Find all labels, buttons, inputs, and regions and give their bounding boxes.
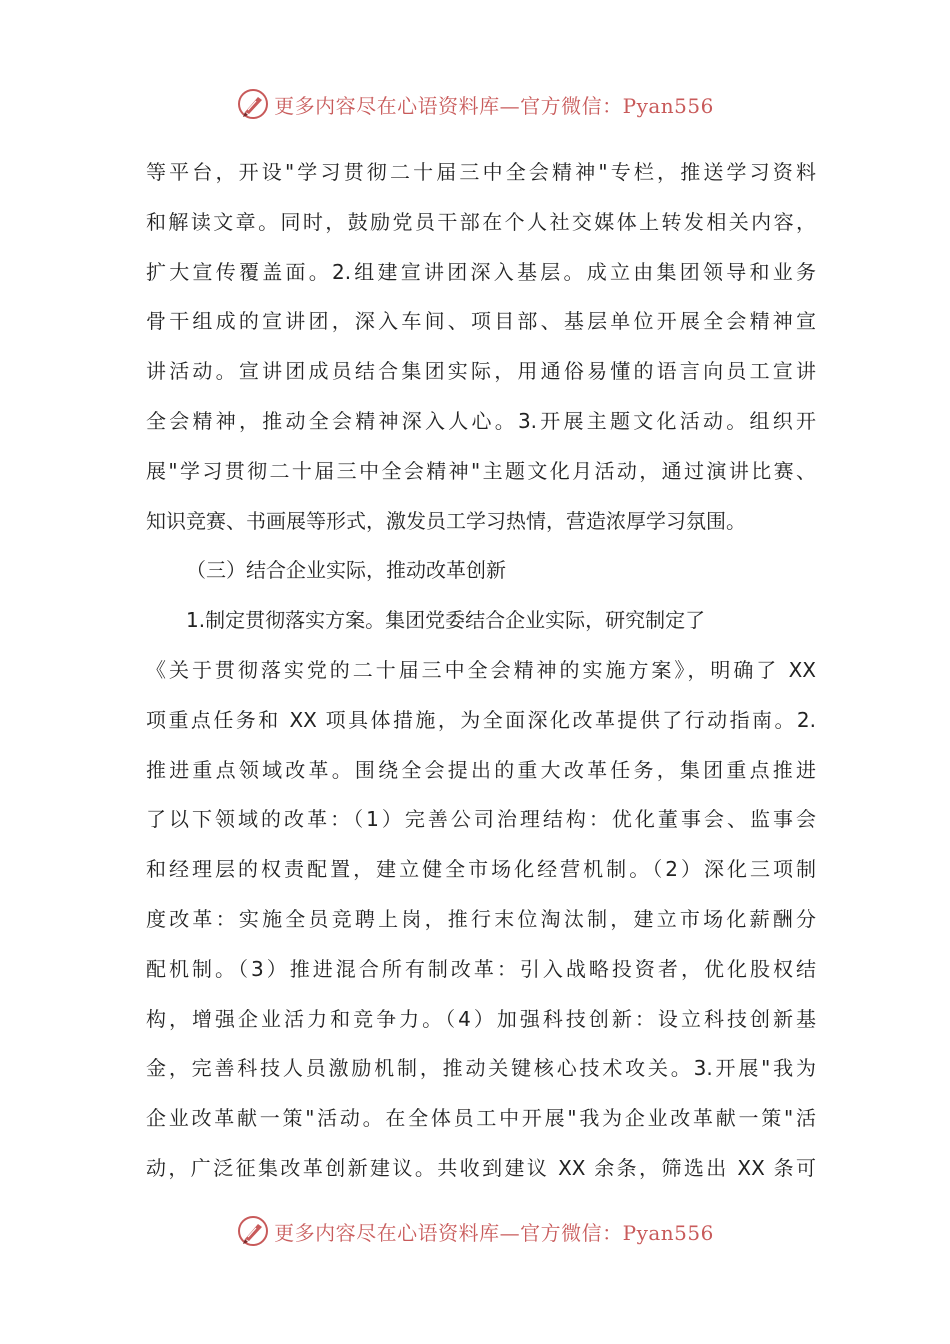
header-banner: [0, 84, 950, 124]
body-line: 和解读文章。同时，鼓励党员干部在个人社交媒体上转发相关内容，: [146, 209, 816, 234]
body-line: 度改革：实施全员竞聘上岗，推行末位淘汰制，建立市场化薪酬分: [146, 906, 816, 931]
header-banner-text: 更多内容尽在心语资料库—官方微信：Pyan556: [274, 93, 714, 118]
pen-nib-logo-icon: [236, 87, 270, 121]
body-line: 和经理层的权责配置，建立健全市场化经营机制。（2）深化三项制: [146, 857, 816, 882]
body-line: 项重点任务和 XX 项具体措施，为全面深化改革提供了行动指南。2.: [146, 707, 816, 732]
body-line: 展"学习贯彻二十届三中全会精神"主题文化月活动，通过演讲比赛、: [146, 458, 816, 483]
body-line: 等平台，开设"学习贯彻二十届三中全会精神"专栏，推送学习资料: [146, 160, 816, 184]
body-line: 构，增强企业活力和竞争力。（4）加强科技创新：设立科技创新基: [146, 1006, 816, 1031]
body-line: 推进重点领域改革。围绕全会提出的重大改革任务，集团重点推进: [146, 757, 816, 782]
body-line: 全会精神，推动全会精神深入人心。3.开展主题文化活动。组织开: [146, 408, 816, 433]
body-line: 扩大宣传覆盖面。2.组建宣讲团深入基层。成立由集团领导和业务: [146, 259, 816, 284]
body-line: 讲活动。宣讲团成员结合集团实际，用通俗易懂的语言向员工宣讲: [146, 359, 816, 384]
section-heading: （三）结合企业实际，推动改革创新: [186, 558, 506, 583]
body-line: 动，广泛征集改革创新建议。共收到建议 XX 余条，筛选出 XX 条可: [146, 1155, 816, 1180]
body-line: 1.制定贯彻落实方案。集团党委结合企业实际，研究制定了: [186, 608, 706, 633]
footer-banner: [0, 1211, 950, 1251]
footer-banner-text: 更多内容尽在心语资料库—官方微信：Pyan556: [274, 1220, 714, 1245]
body-line: 知识竞赛、书画展等形式，激发员工学习热情，营造浓厚学习氛围。: [146, 508, 746, 533]
body-line: 骨干组成的宣讲团，深入车间、项目部、基层单位开展全会精神宣: [146, 309, 816, 334]
body-line: 金，完善科技人员激励机制，推动关键核心技术攻关。3.开展"我为: [146, 1056, 816, 1081]
document-body: [146, 148, 816, 1194]
pen-nib-logo-icon: [236, 1214, 270, 1248]
body-line: 配机制。（3）推进混合所有制改革：引入战略投资者，优化股权结: [146, 956, 816, 981]
body-line: 《关于贯彻落实党的二十届三中全会精神的实施方案》，明确了 XX: [146, 657, 816, 682]
body-line: 企业改革献一策"活动。在全体员工中开展"我为企业改革献一策"活: [146, 1106, 816, 1131]
body-line: 了以下领域的改革：（1）完善公司治理结构：优化董事会、监事会: [146, 807, 816, 832]
